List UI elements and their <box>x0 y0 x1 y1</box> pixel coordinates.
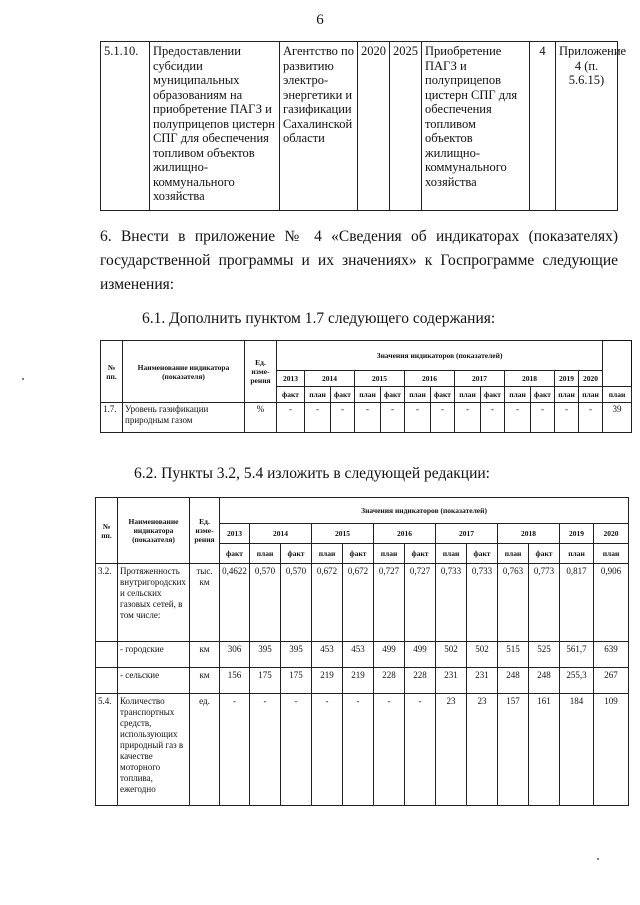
value-cell: 175 <box>250 668 281 694</box>
value-cell: 157 <box>498 694 529 806</box>
value-cell: 39 <box>603 403 632 433</box>
header-year: 2018 <box>498 524 560 544</box>
header-values: Значения индикаторов (показателей) <box>277 341 603 371</box>
table-row <box>96 668 629 694</box>
value-cell: - <box>579 403 603 433</box>
header-year: 2020 <box>579 371 603 387</box>
row-num: 1.7. <box>101 403 123 433</box>
table-row <box>96 642 629 668</box>
measure-table <box>100 41 627 211</box>
value-cell: - <box>355 403 381 433</box>
table-row <box>96 564 629 642</box>
value-cell: 267 <box>594 668 629 694</box>
value-cell: - <box>405 403 431 433</box>
header-year: 2017 <box>436 524 498 544</box>
row-unit: % <box>245 403 277 433</box>
value-cell: 0,733 <box>436 564 467 642</box>
row-num <box>96 642 118 668</box>
header-fact: факт <box>220 544 250 564</box>
value-cell: 175 <box>281 668 312 694</box>
measure-start-year: 2020 <box>358 42 390 211</box>
value-cell: 0,727 <box>374 564 405 642</box>
value-cell: 219 <box>312 668 343 694</box>
value-cell: 0,817 <box>560 564 594 642</box>
value-cell: - <box>555 403 579 433</box>
value-cell: 0,773 <box>529 564 560 642</box>
paragraph-6: 6. Внести в приложение № 4 «Сведения об индикаторах (показателях) государственной программы и их значениях» к Госпрограмме следующие изменения: <box>100 228 618 293</box>
row-unit: ед. <box>190 694 220 806</box>
value-cell: - <box>250 694 281 806</box>
header-plan: план <box>594 544 629 564</box>
value-cell: - <box>281 694 312 806</box>
value-cell: - <box>481 403 505 433</box>
value-cell: - <box>220 694 250 806</box>
header-fact: факт <box>343 544 374 564</box>
row-name: - сельские <box>118 668 190 694</box>
header-year: 2017 <box>455 371 505 387</box>
value-cell: 248 <box>498 668 529 694</box>
value-cell: 306 <box>220 642 250 668</box>
value-cell: 0,906 <box>594 564 629 642</box>
row-name: Протяженность внутригородских и сельских газовых сетей, в том числе: <box>118 564 190 642</box>
value-cell: 156 <box>220 668 250 694</box>
row-num: 3.2. <box>96 564 118 642</box>
value-cell: 161 <box>529 694 560 806</box>
value-cell: - <box>305 403 331 433</box>
header-plan: план <box>355 387 381 403</box>
row-num: 5.4. <box>96 694 118 806</box>
row-name: - городские <box>118 642 190 668</box>
value-cell: - <box>374 694 405 806</box>
table-row <box>101 42 618 211</box>
header-year: 2016 <box>405 371 455 387</box>
header-fact: факт <box>431 387 455 403</box>
value-cell: 499 <box>374 642 405 668</box>
value-cell: 0,570 <box>250 564 281 642</box>
header-plan: план <box>250 544 281 564</box>
header-plan: план <box>603 387 632 403</box>
measure-description: Предоставлении субсидии муниципальных образованиям на приобретение ПАГЗ и полуприцепов цистерн СПГ для обеспечения топливом объектов жилищно-коммунального хозяйства <box>150 42 280 211</box>
header-year: 2015 <box>355 371 405 387</box>
header-year: 2019 <box>555 371 579 387</box>
row-num <box>96 668 118 694</box>
header-num: № пп. <box>96 498 118 564</box>
measure-executor: Агентство по развитию электро-энергетики и газификации Сахалинской области <box>280 42 358 211</box>
header-fact: факт <box>405 544 436 564</box>
value-cell: - <box>312 694 343 806</box>
header-num: № пп. <box>101 341 123 403</box>
table-row <box>96 694 629 806</box>
header-plan: план <box>505 387 531 403</box>
header-name: Наименование индикатора (показателя) <box>123 341 245 403</box>
header-plan: план <box>560 544 594 564</box>
indicator-table-3-2-5-4 <box>95 497 629 806</box>
value-cell: 23 <box>467 694 498 806</box>
value-cell: 109 <box>594 694 629 806</box>
header-fact: факт <box>277 387 305 403</box>
header-plan: план <box>312 544 343 564</box>
value-cell: 0,733 <box>467 564 498 642</box>
value-cell: 502 <box>467 642 498 668</box>
indicator-table-1-7 <box>100 340 632 433</box>
value-cell: 453 <box>312 642 343 668</box>
value-cell: 23 <box>436 694 467 806</box>
value-cell: 0,672 <box>343 564 374 642</box>
header-year: 2013 <box>277 371 305 387</box>
header-plan: план <box>579 387 603 403</box>
value-cell: 228 <box>374 668 405 694</box>
header-values: Значения индикаторов (показателей) <box>220 498 629 524</box>
header-plan: план <box>455 387 481 403</box>
value-cell: - <box>455 403 481 433</box>
value-cell: 0,672 <box>312 564 343 642</box>
header-name: Наименование индикатора (показателя) <box>118 498 190 564</box>
paragraph-6-2: 6.2. Пункты 3.2, 5.4 изложить в следующей редакции: <box>134 465 490 482</box>
value-cell: 231 <box>436 668 467 694</box>
header-plan: план <box>305 387 331 403</box>
value-cell: - <box>331 403 355 433</box>
measure-result: Приобретение ПАГЗ и полуприцепов цистерн СПГ для обеспечения топливом объектов жилищно-коммунального хозяйства <box>422 42 530 211</box>
header-year: 2015 <box>312 524 374 544</box>
header-year: 2018 <box>505 371 555 387</box>
value-cell: 515 <box>498 642 529 668</box>
value-cell: 255,3 <box>560 668 594 694</box>
value-cell: - <box>343 694 374 806</box>
paragraph-6-1: 6.1. Дополнить пунктом 1.7 следующего содержания: <box>142 310 496 327</box>
value-cell: 231 <box>467 668 498 694</box>
value-cell: 219 <box>343 668 374 694</box>
value-cell: 0,570 <box>281 564 312 642</box>
value-cell: 0,763 <box>498 564 529 642</box>
header-unit: Ед. изме-рения <box>245 341 277 403</box>
value-cell: 0,4622 <box>220 564 250 642</box>
header-plan: план <box>498 544 529 564</box>
header-year: 2014 <box>250 524 312 544</box>
value-cell: 184 <box>560 694 594 806</box>
value-cell: 453 <box>343 642 374 668</box>
row-unit: км <box>190 642 220 668</box>
page-number: 6 <box>316 12 324 28</box>
value-cell: 395 <box>281 642 312 668</box>
value-cell: 248 <box>529 668 560 694</box>
value-cell: 0,727 <box>405 564 436 642</box>
measure-number: 5.1.10. <box>101 42 150 211</box>
value-cell: - <box>531 403 555 433</box>
header-plan: план <box>436 544 467 564</box>
value-cell: - <box>505 403 531 433</box>
row-name: Уровень газификации природным газом <box>123 403 245 433</box>
value-cell: 639 <box>594 642 629 668</box>
measure-indicator: 4 <box>530 42 556 211</box>
header-year: 2020 <box>594 524 629 544</box>
value-cell: 502 <box>436 642 467 668</box>
header-fact: факт <box>531 387 555 403</box>
header-fact: факт <box>381 387 405 403</box>
header-plan: план <box>555 387 579 403</box>
header-fact: факт <box>467 544 498 564</box>
row-unit: тыс. км <box>190 564 220 642</box>
value-cell: - <box>405 694 436 806</box>
header-unit: Ед. изме-рения <box>190 498 220 564</box>
value-cell: 561,7 <box>560 642 594 668</box>
header-fact: факт <box>331 387 355 403</box>
value-cell: - <box>381 403 405 433</box>
header-year: 2016 <box>374 524 436 544</box>
value-cell: 525 <box>529 642 560 668</box>
header-year: 2019 <box>560 524 594 544</box>
scan-speck <box>597 858 599 860</box>
row-name: Количество транспортных средств, использующих природный газ в качестве моторного топлива, ежегодно <box>118 694 190 806</box>
measure-end-year: 2025 <box>390 42 422 211</box>
header-fact: факт <box>529 544 560 564</box>
scan-speck <box>22 378 24 380</box>
header-plan: план <box>405 387 431 403</box>
value-cell: 228 <box>405 668 436 694</box>
value-cell: - <box>431 403 455 433</box>
header-fact: факт <box>281 544 312 564</box>
value-cell: 499 <box>405 642 436 668</box>
header-plan: план <box>374 544 405 564</box>
header-fact: факт <box>481 387 505 403</box>
table-row <box>101 403 632 433</box>
row-unit: км <box>190 668 220 694</box>
header-year: 2013 <box>220 524 250 544</box>
measure-link: Приложение 4 (п. 5.6.15) <box>556 42 618 211</box>
value-cell: - <box>277 403 305 433</box>
value-cell: 395 <box>250 642 281 668</box>
header-year: 2014 <box>305 371 355 387</box>
